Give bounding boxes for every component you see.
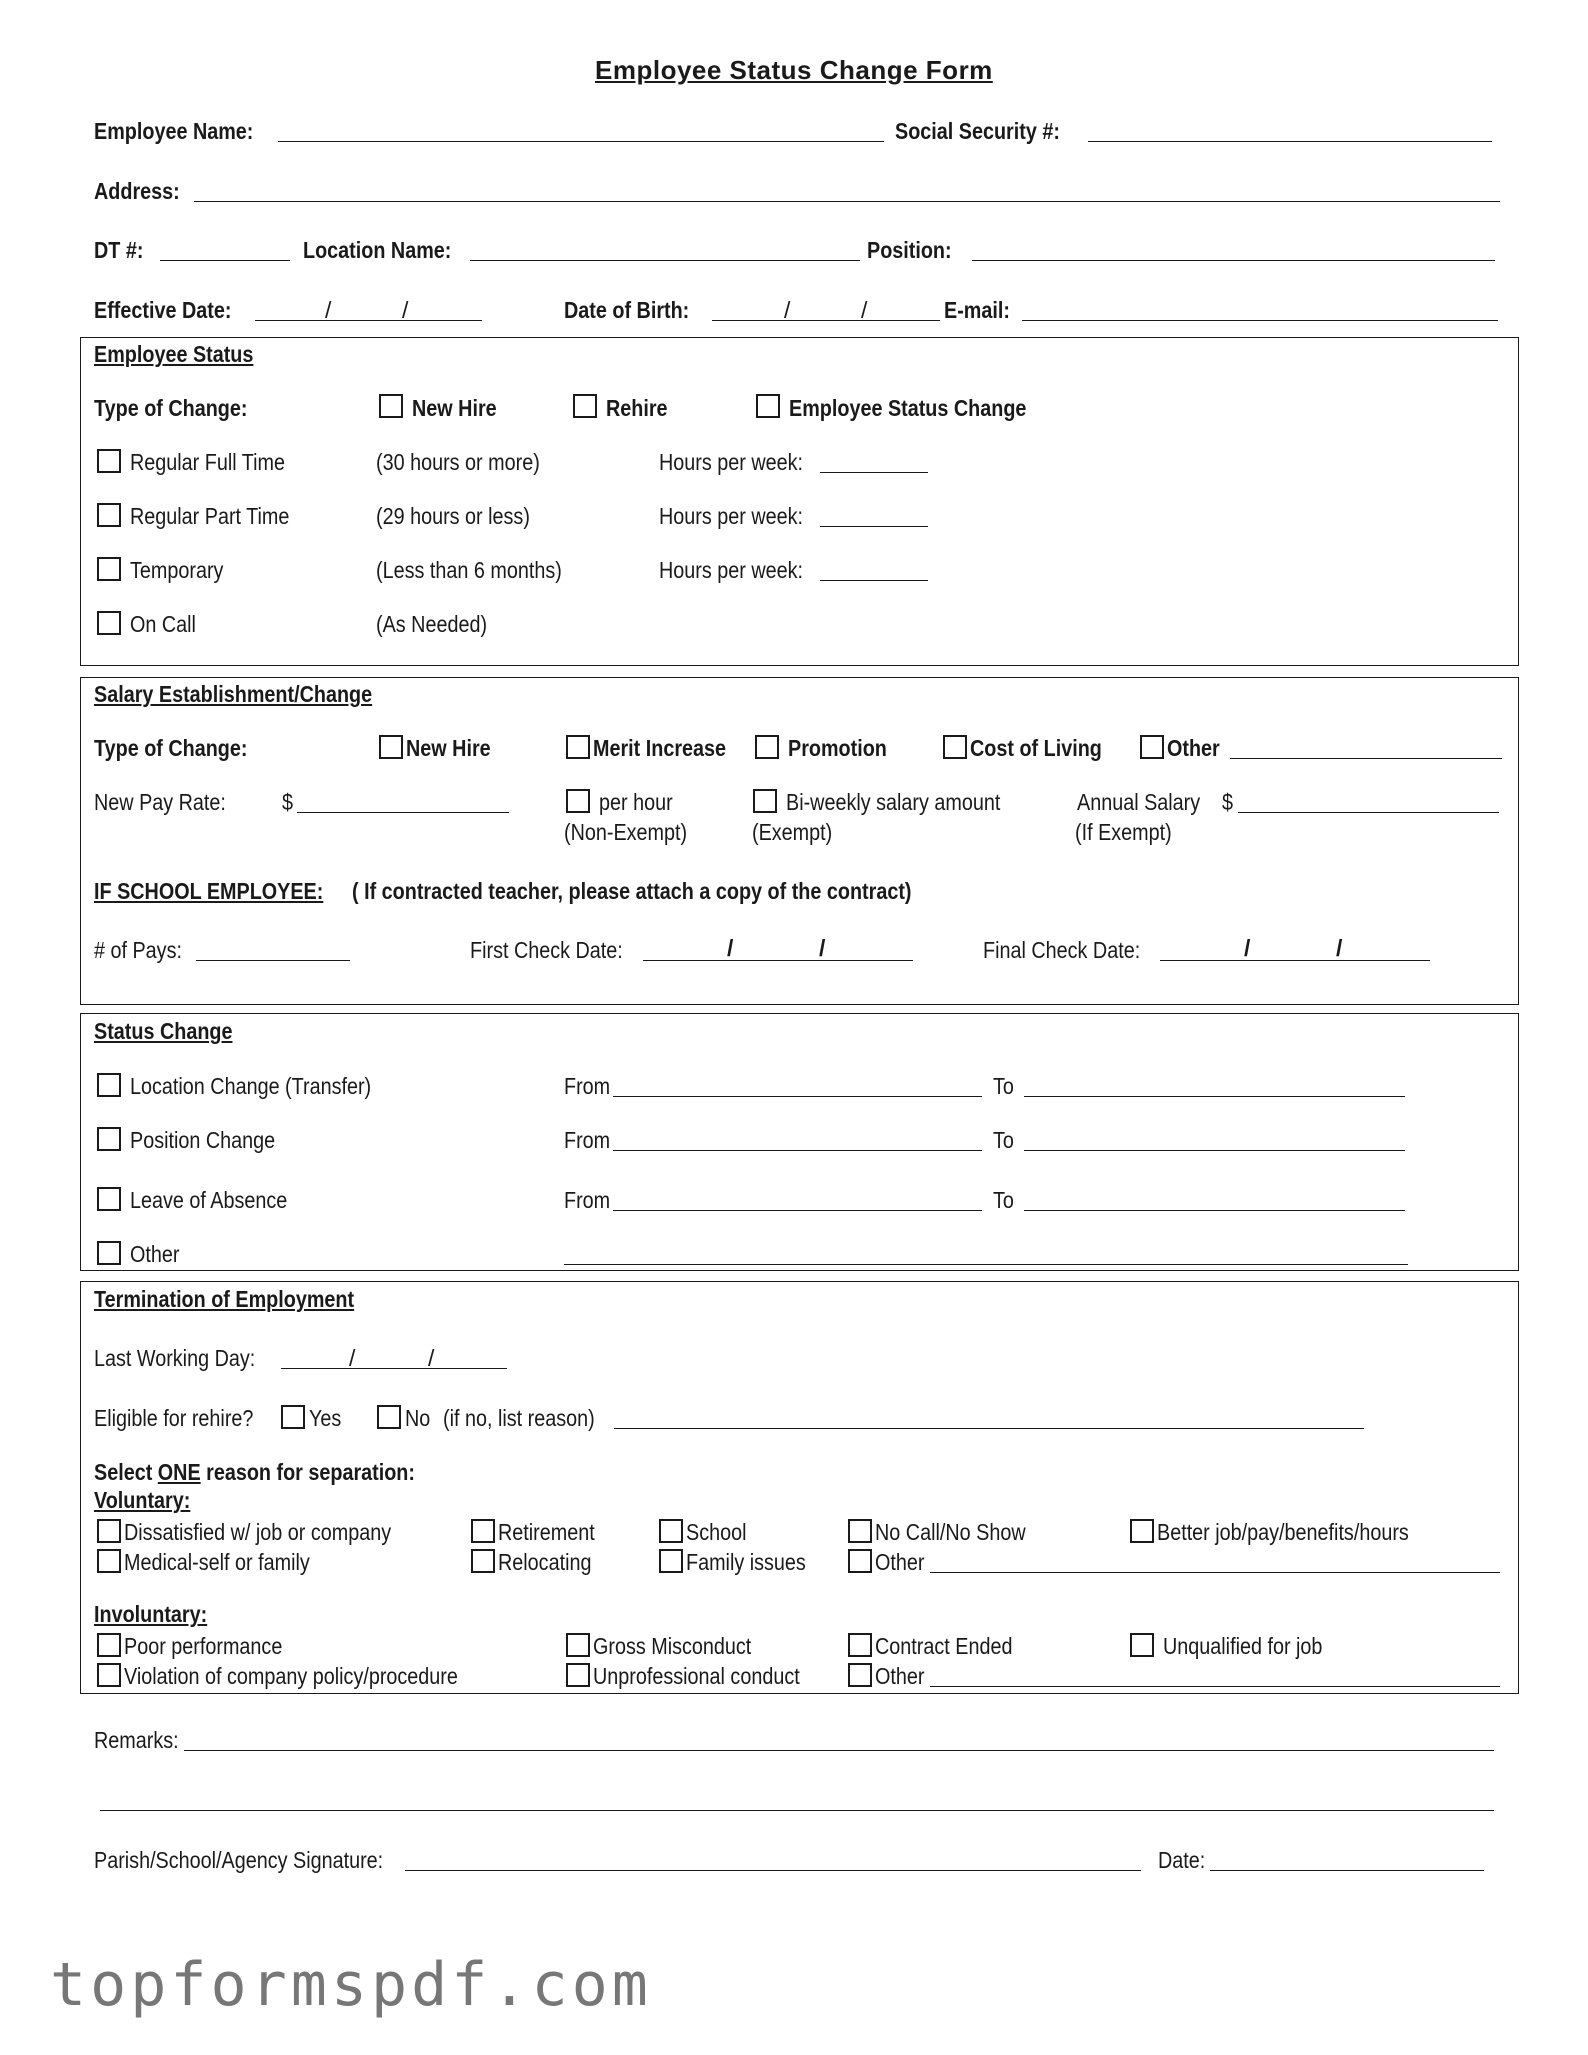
employee-status-change-checkbox[interactable] <box>756 394 780 418</box>
location-name-label: Location Name: <box>303 237 452 263</box>
unprofessional-conduct-label: Unprofessional conduct <box>593 1663 800 1689</box>
hours-per-week-label: Hours per week: <box>659 557 804 583</box>
per-hour-checkbox[interactable] <box>566 789 590 813</box>
relocating-checkbox[interactable] <box>471 1549 495 1573</box>
involuntary-heading: Involuntary: <box>94 1601 208 1627</box>
effective-date-field[interactable] <box>257 292 477 318</box>
dollar-sign: $ <box>1222 789 1234 815</box>
unqualified-label: Unqualified for job <box>1163 1633 1323 1659</box>
unprofessional-conduct-checkbox[interactable] <box>566 1663 590 1687</box>
voluntary-other-label: Other <box>875 1549 925 1575</box>
new-pay-rate-line <box>297 812 509 813</box>
voluntary-other-field[interactable] <box>932 1544 1496 1570</box>
retirement-label: Retirement <box>498 1519 595 1545</box>
ssn-field[interactable] <box>1090 113 1488 139</box>
location-change-label: Location Change (Transfer) <box>130 1073 372 1099</box>
last-working-day-label: Last Working Day: <box>94 1345 256 1371</box>
location-from-field[interactable] <box>615 1068 978 1094</box>
no-call-no-show-checkbox[interactable] <box>848 1519 872 1543</box>
new-hire-checkbox[interactable] <box>379 394 403 418</box>
biweekly-checkbox[interactable] <box>753 789 777 813</box>
involuntary-other-label: Other <box>875 1663 925 1689</box>
date-sep: / <box>1336 935 1343 961</box>
position-label: Position: <box>867 237 952 263</box>
new-pay-rate-field[interactable] <box>299 784 505 810</box>
contract-ended-checkbox[interactable] <box>848 1633 872 1657</box>
type-of-change-label: Type of Change: <box>94 395 248 421</box>
status-change-heading: Status Change <box>94 1018 233 1044</box>
date-sep: / <box>325 297 332 323</box>
salary-other-line <box>1230 758 1502 759</box>
hours-per-week-line <box>820 526 928 527</box>
from-line <box>613 1210 982 1211</box>
voluntary-other-checkbox[interactable] <box>848 1549 872 1573</box>
dollar-sign: $ <box>282 789 294 815</box>
hours-per-week-label: Hours per week: <box>659 449 804 475</box>
violation-label: Violation of company policy/procedure <box>124 1663 458 1689</box>
family-issues-label: Family issues <box>686 1549 806 1575</box>
signature-line <box>405 1870 1141 1871</box>
salary-heading: Salary Establishment/Change <box>94 681 373 707</box>
signature-date-field[interactable] <box>1212 1842 1480 1868</box>
final-check-date-field[interactable] <box>1162 932 1426 958</box>
better-job-label: Better job/pay/benefits/hours <box>1157 1519 1409 1545</box>
remarks-field-2[interactable] <box>102 1782 1490 1808</box>
school-employee-label: IF SCHOOL EMPLOYEE: <box>94 878 324 904</box>
last-working-day-field[interactable] <box>283 1340 503 1366</box>
hours-per-week-field[interactable] <box>822 444 926 470</box>
employee-status-change-label: Employee Status Change <box>789 395 1027 421</box>
from-label: From <box>564 1073 611 1099</box>
hours-per-week-field[interactable] <box>822 552 926 578</box>
salary-other-field[interactable] <box>1232 730 1498 756</box>
annual-salary-field[interactable] <box>1240 784 1495 810</box>
on-call-desc: (As Needed) <box>376 611 488 637</box>
dissatisfied-label: Dissatisfied w/ job or company <box>124 1519 392 1545</box>
hours-per-week-field[interactable] <box>822 498 926 524</box>
contract-ended-label: Contract Ended <box>875 1633 1013 1659</box>
date-sep: / <box>1244 935 1251 961</box>
address-line <box>194 201 1500 202</box>
position-to-field[interactable] <box>1026 1122 1401 1148</box>
email-field[interactable] <box>1024 292 1494 318</box>
position-change-checkbox[interactable] <box>97 1127 121 1151</box>
date-sep: / <box>819 935 826 961</box>
promotion-checkbox[interactable] <box>755 735 779 759</box>
position-change-label: Position Change <box>130 1127 276 1153</box>
no-reason-line <box>614 1428 1364 1429</box>
better-job-checkbox[interactable] <box>1130 1519 1154 1543</box>
medical-checkbox[interactable] <box>97 1549 121 1573</box>
unqualified-checkbox[interactable] <box>1130 1633 1154 1657</box>
new-hire-label: New Hire <box>412 395 497 421</box>
position-line <box>972 260 1495 261</box>
rehire-yes-label: Yes <box>309 1405 342 1431</box>
date-sep: / <box>349 1345 356 1371</box>
eligible-rehire-label: Eligible for rehire? <box>94 1405 254 1431</box>
rehire-no-checkbox[interactable] <box>377 1405 401 1429</box>
involuntary-other-field[interactable] <box>932 1658 1496 1684</box>
rehire-yes-checkbox[interactable] <box>281 1405 305 1429</box>
date-sep: / <box>428 1345 435 1371</box>
promotion-label: Promotion <box>788 735 887 761</box>
salary-other-label: Other <box>1167 735 1220 761</box>
no-call-no-show-label: No Call/No Show <box>875 1519 1026 1545</box>
address-field[interactable] <box>196 173 1496 199</box>
voluntary-heading: Voluntary: <box>94 1487 191 1513</box>
hours-per-week-label: Hours per week: <box>659 503 804 529</box>
cost-of-living-checkbox[interactable] <box>943 735 967 759</box>
school-label: School <box>686 1519 747 1545</box>
first-check-date-label: First Check Date: <box>470 937 623 963</box>
salary-new-hire-checkbox[interactable] <box>379 735 403 759</box>
new-pay-rate-label: New Pay Rate: <box>94 789 226 815</box>
rehire-checkbox[interactable] <box>573 394 597 418</box>
signature-date-line <box>1210 1870 1484 1871</box>
num-pays-field[interactable] <box>198 932 346 958</box>
dissatisfied-checkbox[interactable] <box>97 1519 121 1543</box>
hours-per-week-line <box>820 472 928 473</box>
temporary-desc: (Less than 6 months) <box>376 557 562 583</box>
to-label: To <box>993 1127 1014 1153</box>
regular-part-time-desc: (29 hours or less) <box>376 503 530 529</box>
email-line <box>1022 320 1498 321</box>
remarks-line-2 <box>100 1810 1494 1811</box>
no-reason-label: (if no, list reason) <box>443 1405 595 1431</box>
cost-of-living-label: Cost of Living <box>970 735 1102 761</box>
gross-misconduct-checkbox[interactable] <box>566 1633 590 1657</box>
temporary-checkbox[interactable] <box>97 557 121 581</box>
retirement-checkbox[interactable] <box>471 1519 495 1543</box>
first-check-date-field[interactable] <box>645 932 909 958</box>
email-label: E-mail: <box>944 297 1010 323</box>
location-name-field[interactable] <box>472 232 856 258</box>
ssn-line <box>1088 141 1492 142</box>
temporary-label: Temporary <box>130 557 224 583</box>
remarks-field[interactable] <box>186 1722 1490 1748</box>
address-label: Address: <box>94 178 180 204</box>
watermark: topformspdf.com <box>50 1950 652 2020</box>
leave-of-absence-checkbox[interactable] <box>97 1187 121 1211</box>
annual-salary-label: Annual Salary <box>1077 789 1201 815</box>
from-label: From <box>564 1127 611 1153</box>
ssn-label: Social Security #: <box>895 118 1060 144</box>
employee-name-field[interactable] <box>280 113 880 139</box>
date-sep: / <box>402 297 409 323</box>
location-change-checkbox[interactable] <box>97 1073 121 1097</box>
status-other-label: Other <box>130 1241 180 1267</box>
violation-checkbox[interactable] <box>97 1663 121 1687</box>
dt-field[interactable] <box>162 232 286 258</box>
on-call-checkbox[interactable] <box>97 611 121 635</box>
first-check-date-line <box>643 960 913 961</box>
involuntary-other-checkbox[interactable] <box>848 1663 872 1687</box>
location-to-field[interactable] <box>1026 1068 1401 1094</box>
dob-field[interactable] <box>714 292 936 318</box>
regular-full-time-checkbox[interactable] <box>97 449 121 473</box>
final-check-date-label: Final Check Date: <box>983 937 1141 963</box>
hours-per-week-line <box>820 580 928 581</box>
date-sep: / <box>784 297 791 323</box>
gross-misconduct-label: Gross Misconduct <box>593 1633 752 1659</box>
rehire-label: Rehire <box>606 395 668 421</box>
leave-from-field[interactable] <box>615 1182 978 1208</box>
status-other-checkbox[interactable] <box>97 1241 121 1265</box>
voluntary-other-line <box>930 1572 1500 1573</box>
form-title: Employee Status Change Form <box>595 55 993 85</box>
dob-line <box>712 320 940 321</box>
salary-new-hire-label: New Hire <box>406 735 491 761</box>
remarks-label: Remarks: <box>94 1727 179 1753</box>
school-checkbox[interactable] <box>659 1519 683 1543</box>
poor-performance-label: Poor performance <box>124 1633 283 1659</box>
family-issues-checkbox[interactable] <box>659 1549 683 1573</box>
from-line <box>613 1150 982 1151</box>
regular-full-time-desc: (30 hours or more) <box>376 449 540 475</box>
last-working-day-line <box>281 1368 507 1369</box>
biweekly-label: Bi-weekly salary amount <box>786 789 1001 815</box>
position-from-field[interactable] <box>615 1122 978 1148</box>
salary-other-checkbox[interactable] <box>1140 735 1164 759</box>
per-hour-label: per hour <box>599 789 673 815</box>
signature-field[interactable] <box>407 1842 1137 1868</box>
status-other-line <box>564 1264 1408 1265</box>
employee-name-label: Employee Name: <box>94 118 254 144</box>
poor-performance-checkbox[interactable] <box>97 1633 121 1657</box>
date-sep: / <box>861 297 868 323</box>
dt-label: DT #: <box>94 237 144 263</box>
employee-status-heading: Employee Status <box>94 341 254 367</box>
effective-date-line <box>255 320 482 321</box>
effective-date-label: Effective Date: <box>94 297 232 323</box>
position-field[interactable] <box>974 232 1491 258</box>
school-employee-note: ( If contracted teacher, please attach a copy of the contract) <box>352 878 912 904</box>
from-label: From <box>564 1187 611 1213</box>
dt-line <box>160 260 290 261</box>
to-label: To <box>993 1187 1014 1213</box>
to-line <box>1024 1210 1405 1211</box>
to-label: To <box>993 1073 1014 1099</box>
location-name-line <box>470 260 860 261</box>
remarks-line <box>184 1750 1494 1751</box>
no-reason-field[interactable] <box>616 1400 1360 1426</box>
num-pays-label: # of Pays: <box>94 937 182 963</box>
status-other-field[interactable] <box>566 1236 1404 1262</box>
regular-part-time-checkbox[interactable] <box>97 503 121 527</box>
regular-part-time-label: Regular Part Time <box>130 503 290 529</box>
leave-to-field[interactable] <box>1026 1182 1401 1208</box>
leave-of-absence-label: Leave of Absence <box>130 1187 288 1213</box>
medical-label: Medical-self or family <box>124 1549 310 1575</box>
final-check-date-line <box>1160 960 1430 961</box>
signature-label: Parish/School/Agency Signature: <box>94 1847 384 1873</box>
involuntary-other-line <box>930 1686 1500 1687</box>
rehire-no-label: No <box>405 1405 431 1431</box>
from-line <box>613 1096 982 1097</box>
merit-increase-label: Merit Increase <box>593 735 727 761</box>
signature-date-label: Date: <box>1158 1847 1206 1873</box>
to-line <box>1024 1096 1405 1097</box>
termination-heading: Termination of Employment <box>94 1286 355 1312</box>
select-one-reason: Select ONE reason for separation: <box>94 1459 415 1485</box>
regular-full-time-label: Regular Full Time <box>130 449 286 475</box>
to-line <box>1024 1150 1405 1151</box>
on-call-label: On Call <box>130 611 196 637</box>
if-exempt-label: (If Exempt) <box>1075 819 1172 845</box>
relocating-label: Relocating <box>498 1549 592 1575</box>
exempt-label: (Exempt) <box>752 819 833 845</box>
date-sep: / <box>727 935 734 961</box>
date-of-birth-label: Date of Birth: <box>564 297 690 323</box>
num-pays-line <box>196 960 350 961</box>
annual-salary-line <box>1238 812 1499 813</box>
merit-increase-checkbox[interactable] <box>566 735 590 759</box>
employee-name-line <box>278 141 884 142</box>
salary-type-of-change-label: Type of Change: <box>94 735 248 761</box>
non-exempt-label: (Non-Exempt) <box>564 819 688 845</box>
